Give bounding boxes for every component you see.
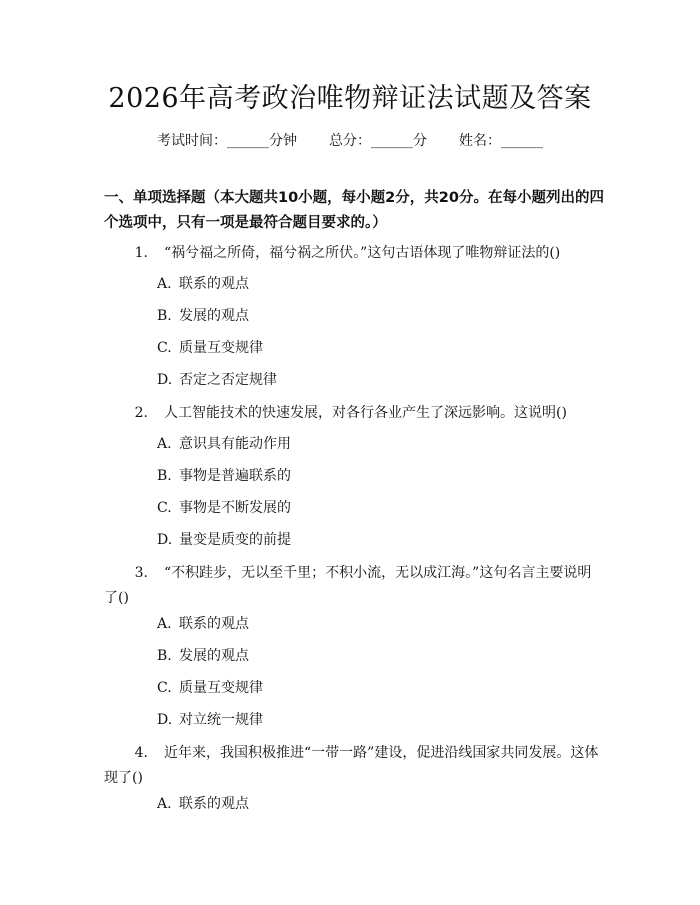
question-4	[104, 741, 604, 791]
exam-score: 总分：______分	[329, 133, 427, 149]
question-number: 2.	[134, 405, 148, 421]
option-2a: A. 意识具有能动作用	[157, 436, 291, 452]
option-3b: B. 发展的观点	[157, 648, 249, 664]
question-text: 人工智能技术的快速发展，对各行各业产生了深远影响。这说明()	[164, 405, 567, 421]
page-title: 2026年高考政治唯物辩证法试题及答案	[108, 83, 592, 114]
question-1	[104, 241, 604, 266]
question-text: 近年来，我国积极推进“一带一路”建设，促进沿线国家共同发展。这体现了()	[104, 745, 599, 786]
question-number: 1.	[134, 245, 148, 261]
option-1d: D. 否定之否定规律	[157, 372, 277, 388]
exam-meta	[0, 131, 700, 151]
question-number: 4.	[134, 745, 148, 761]
exam-name: 姓名：______	[459, 133, 543, 149]
section-heading: 一、单项选择题（本大题共10小题，每小题2分，共20分。在每小题列出的四个选项中，只有一项是最符合题目要求的。）	[104, 190, 604, 231]
option-3a: A. 联系的观点	[157, 616, 249, 632]
option-2d: D. 量变是质变的前提	[157, 532, 291, 548]
option-1b: B. 发展的观点	[157, 308, 249, 324]
option-3d: D. 对立统一规律	[157, 712, 263, 728]
option-1c: C. 质量互变规律	[157, 340, 263, 356]
option-3c: C. 质量互变规律	[157, 680, 263, 696]
question-text: “祸兮福之所倚，福兮祸之所伏。”这句古语体现了唯物辩证法的()	[164, 245, 561, 261]
option-2c: C. 事物是不断发展的	[157, 500, 291, 516]
question-3	[104, 561, 604, 611]
question-2	[104, 401, 604, 426]
question-text: “不积跬步，无以至千里；不积小流，无以成江海。”这句名言主要说明了()	[104, 565, 592, 606]
question-number: 3.	[134, 565, 148, 581]
option-2b: B. 事物是普遍联系的	[157, 468, 291, 484]
option-1a: A. 联系的观点	[157, 276, 249, 292]
exam-time: 考试时间：______分钟	[157, 133, 297, 149]
option-4a: A. 联系的观点	[157, 796, 249, 812]
